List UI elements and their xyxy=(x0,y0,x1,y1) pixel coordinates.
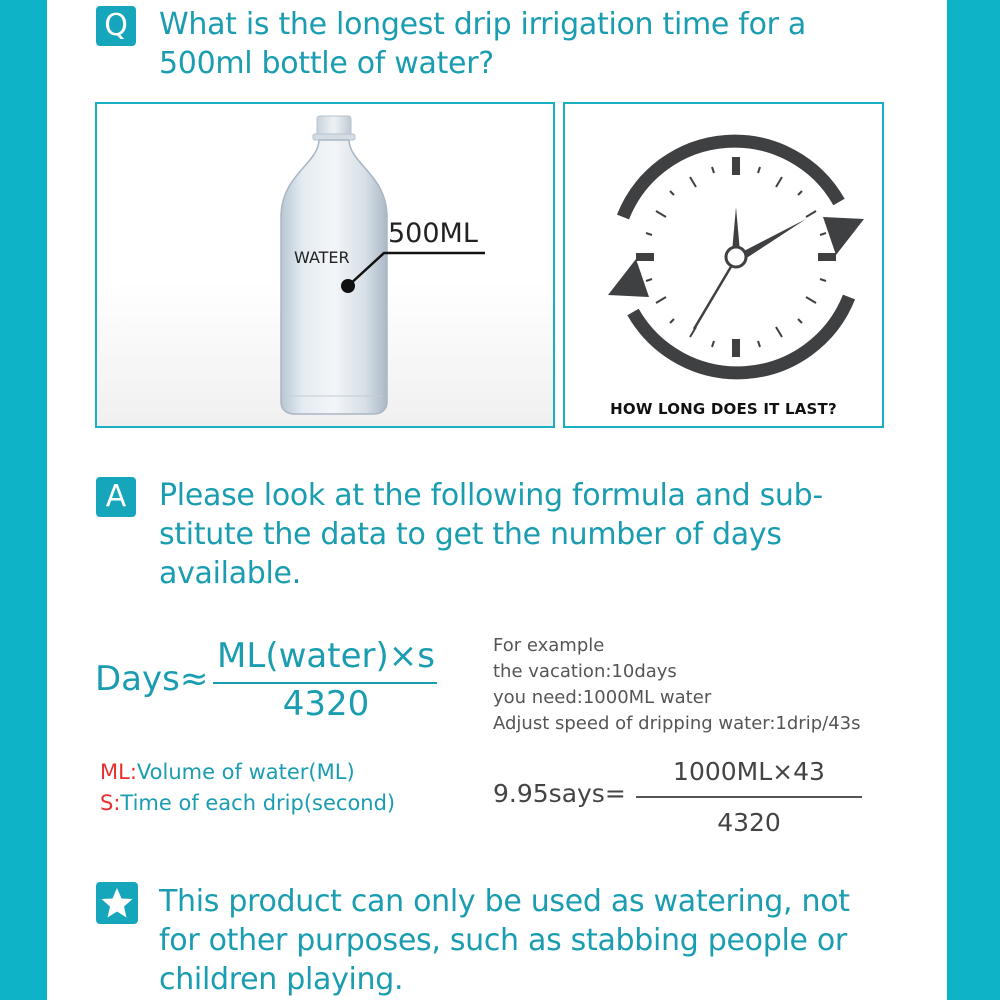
calc-denominator: 4320 xyxy=(717,808,781,837)
answer-badge: A xyxy=(96,477,136,517)
clock-cycle-icon xyxy=(565,104,886,430)
calc-numerator: 1000ML×43 xyxy=(673,757,825,786)
legend-s-key: S: xyxy=(100,791,121,815)
bottle-label: WATER xyxy=(294,248,350,267)
note-badge xyxy=(96,882,138,924)
answer-line-2: stitute the data to get the number of days xyxy=(159,517,782,552)
note-line-3: children playing. xyxy=(159,962,404,997)
clock-caption: HOW LONG DOES IT LAST? xyxy=(610,400,837,418)
example-line-1: For example xyxy=(493,635,605,656)
answer-line-3: available. xyxy=(159,556,301,591)
example-line-2: the vacation:10days xyxy=(493,661,677,682)
example-block xyxy=(493,633,860,737)
question-line-1: What is the longest drip irrigation time for a xyxy=(159,7,806,42)
clock-image-panel xyxy=(563,102,884,428)
note-line-1: This product can only be used as watering, not xyxy=(159,884,850,919)
formula-numerator: ML(water)×s xyxy=(217,636,435,676)
legend-ml-key: ML: xyxy=(100,760,137,784)
star-icon xyxy=(96,882,138,924)
legend-s xyxy=(100,788,395,818)
example-line-4: Adjust speed of dripping water:1drip/43s xyxy=(493,713,861,734)
question-badge: Q xyxy=(96,6,136,46)
formula-lhs: Days≈ xyxy=(95,659,209,699)
question-line-2: 500ml bottle of water? xyxy=(159,46,494,81)
answer-line-1: Please look at the following formula and sub- xyxy=(159,478,823,513)
legend-s-text: Time of each drip(second) xyxy=(120,791,396,815)
legend-ml xyxy=(100,757,355,787)
left-accent-bar xyxy=(0,0,47,1000)
bottle-image-panel xyxy=(95,102,555,428)
right-accent-bar xyxy=(947,0,1000,1000)
volume-callout: 500ML xyxy=(388,218,478,249)
calc-lhs: 9.95says= xyxy=(493,779,626,808)
calc-fraction-bar xyxy=(636,796,862,798)
legend-ml-text: Volume of water(ML) xyxy=(136,760,355,784)
example-line-3: you need:1000ML water xyxy=(493,687,712,708)
note-line-2: for other purposes, such as stabbing people or xyxy=(159,923,847,958)
water-bottle-illustration xyxy=(97,104,557,430)
formula-denominator: 4320 xyxy=(282,684,370,724)
